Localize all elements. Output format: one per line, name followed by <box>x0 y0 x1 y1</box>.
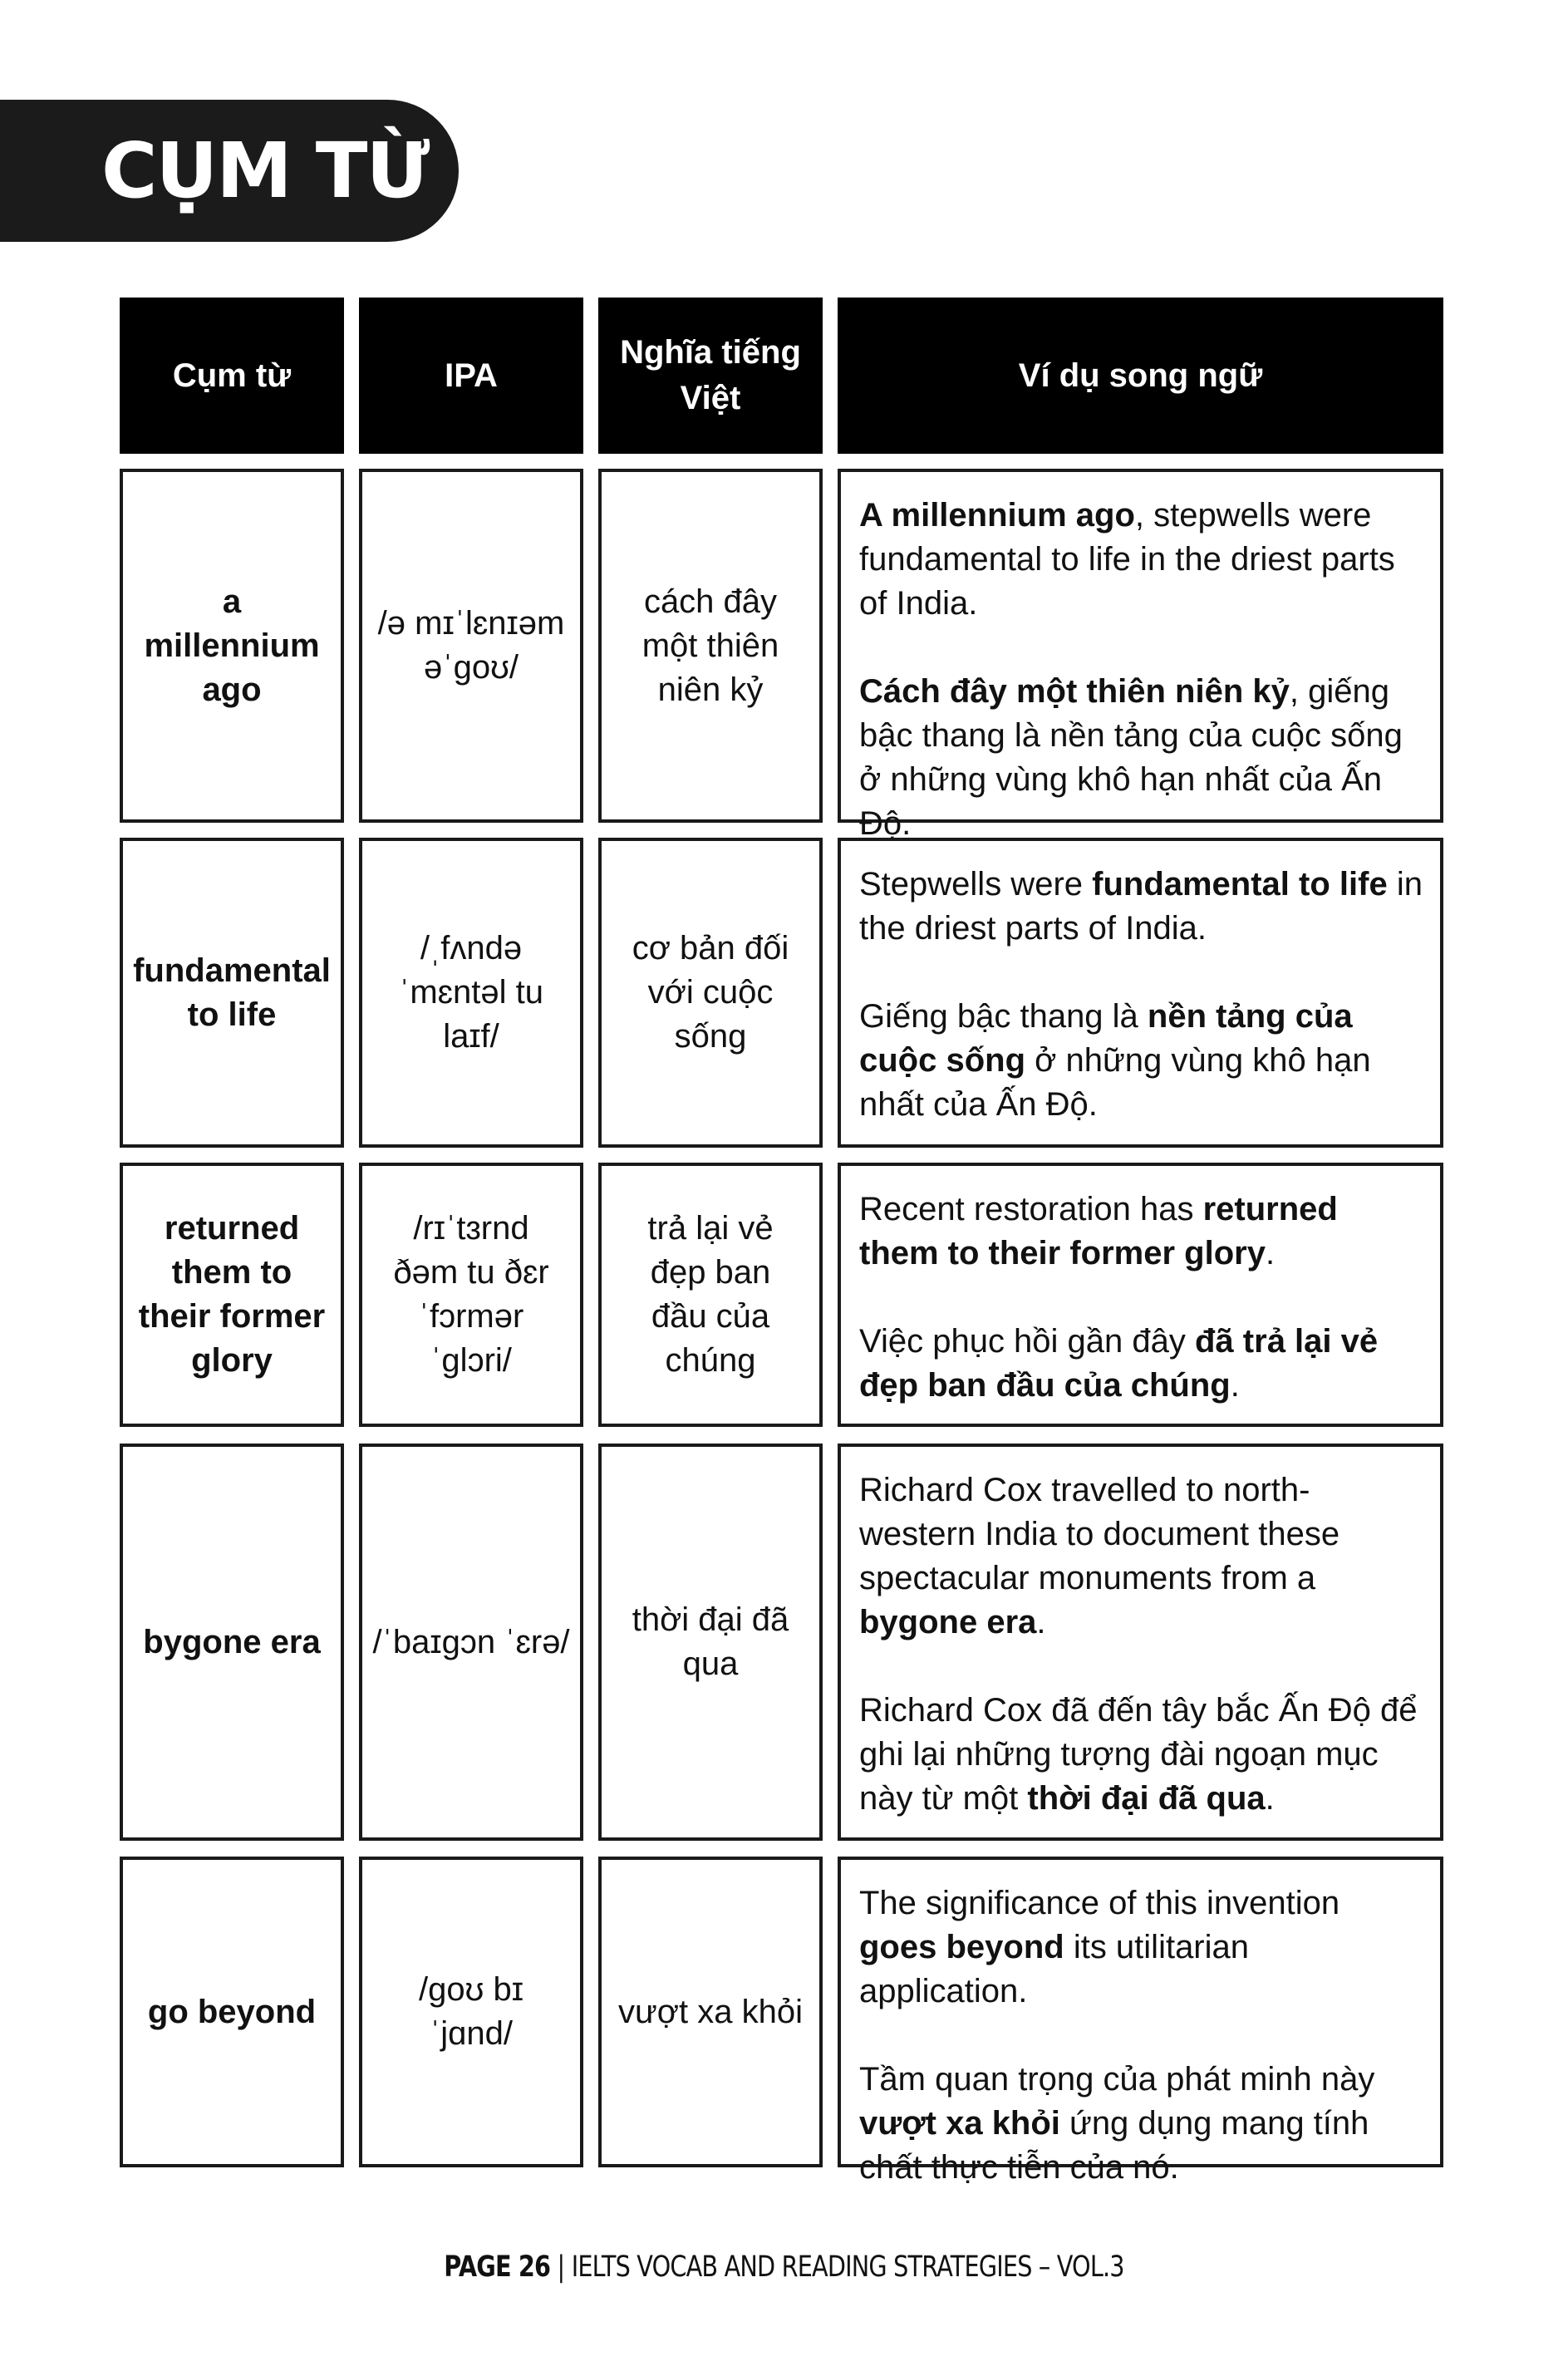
header-meaning: Nghĩa tiếng Việt <box>598 298 823 454</box>
header-ipa: IPA <box>359 298 583 454</box>
text-segment: Richard Cox travelled to north-western India to document these spectacular monuments from a <box>859 1472 1340 1596</box>
row-5-example-en <box>859 1881 1423 2014</box>
row-1-example <box>838 469 1443 842</box>
footer-separator: | <box>557 2250 565 2284</box>
row-4-example-en <box>859 1468 1423 1645</box>
row-4-phrase: bygone era <box>120 1444 344 1841</box>
bold-phrase: goes beyond <box>859 1929 1064 1965</box>
text-segment: ở những vùng khô hạn nhất của Ấn Độ. <box>859 1042 1371 1123</box>
text-segment: Richard Cox đã đến tây bắc Ấn Độ để ghi lại những tượng đài ngoạn mục này từ một <box>859 1692 1418 1817</box>
text-segment: Việc phục hồi gần đây <box>859 1323 1196 1360</box>
row-5-example <box>838 1857 1443 2186</box>
row-3-phrase: returned them to their former glory <box>120 1163 344 1427</box>
text-segment: , giếng bậc thang là nền tảng của cuộc sống ở những vùng khô hạn nhất của Ấn Độ. <box>859 673 1403 842</box>
row-5-phrase: go beyond <box>120 1857 344 2167</box>
row-2-meaning: cơ bản đối với cuộc sống <box>598 838 823 1148</box>
header-phrase: Cụm từ <box>120 298 344 454</box>
bold-phrase: thời đại đã qua <box>1027 1780 1266 1817</box>
bold-phrase: vượt xa khỏi <box>859 2105 1060 2142</box>
row-4-example-vi <box>859 1689 1423 1821</box>
row-2-phrase: fundamental to life <box>120 838 344 1148</box>
row-3-example-en <box>859 1188 1423 1276</box>
text-segment: . <box>1265 1235 1276 1271</box>
bold-phrase: bygone era <box>859 1604 1037 1640</box>
text-segment: The significance of this invention <box>859 1885 1340 1921</box>
row-2-example <box>838 838 1443 1148</box>
header-example: Ví dụ song ngữ <box>838 298 1443 454</box>
row-5-ipa: /goʊ bɪ ˈjɑnd/ <box>359 1857 583 2167</box>
row-1-meaning: cách đây một thiên niên kỷ <box>598 469 823 823</box>
text-segment: Stepwells were <box>859 866 1093 903</box>
row-1-example-en <box>859 494 1423 626</box>
row-2-example-vi <box>859 995 1423 1127</box>
bold-phrase: A millennium ago <box>859 497 1135 534</box>
row-5-example-vi <box>859 2058 1423 2190</box>
text-segment: Recent restoration has <box>859 1191 1203 1227</box>
row-2-ipa: /ˌfʌndə ˈmɛntəl tu laɪf/ <box>359 838 583 1148</box>
row-4-example <box>838 1444 1443 1841</box>
text-segment: in the driest parts of India. <box>859 866 1423 947</box>
bold-phrase: fundamental to life <box>1092 866 1388 903</box>
text-segment: , stepwells were fundamental to life in the driest parts of India. <box>859 497 1395 622</box>
footer-page-number: PAGE 26 <box>444 2250 551 2284</box>
text-segment: Tầm quan trọng của phát minh này <box>859 2061 1375 2098</box>
bold-phrase: returned them to their former glory <box>859 1191 1338 1271</box>
bold-phrase: đã trả lại vẻ đẹp ban đầu của chúng <box>859 1323 1379 1404</box>
row-4-ipa: /ˈbaɪɡɔn ˈɛrə/ <box>359 1444 583 1841</box>
section-title: CỤM TỪ <box>101 126 429 215</box>
row-3-meaning: trả lại vẻ đẹp ban đầu của chúng <box>598 1163 823 1427</box>
bold-phrase: nền tảng của cuộc sống <box>859 998 1353 1079</box>
text-segment: Giếng bậc thang là <box>859 998 1148 1035</box>
row-5-meaning: vượt xa khỏi <box>598 1857 823 2167</box>
row-3-example-vi <box>859 1320 1423 1408</box>
row-1-phrase: a millennium ago <box>120 469 344 823</box>
text-segment: its utilitarian application. <box>859 1929 1250 2009</box>
text-segment: . <box>1230 1367 1240 1404</box>
row-2-example-en <box>859 863 1423 951</box>
text-segment: ứng dụng mang tính chất thực tiễn của nó. <box>859 2105 1369 2186</box>
page-footer <box>141 2250 1427 2284</box>
row-1-ipa: /ə mɪˈlɛnɪəm əˈɡoʊ/ <box>359 469 583 823</box>
row-3-example <box>838 1163 1443 1427</box>
bold-phrase: Cách đây một thiên niên kỷ <box>859 673 1290 710</box>
footer-book-title: IELTS VOCAB AND READING STRATEGIES – VOL.3 <box>571 2250 1124 2284</box>
row-4-meaning: thời đại đã qua <box>598 1444 823 1841</box>
text-segment: . <box>1265 1780 1275 1817</box>
text-segment: . <box>1036 1604 1046 1640</box>
section-title-tab <box>0 100 459 242</box>
row-1-example-vi <box>859 670 1423 846</box>
row-3-ipa: /rɪˈtɜrnd ðəm tu ðɛr ˈfɔrmər ˈɡlɔri/ <box>359 1163 583 1427</box>
